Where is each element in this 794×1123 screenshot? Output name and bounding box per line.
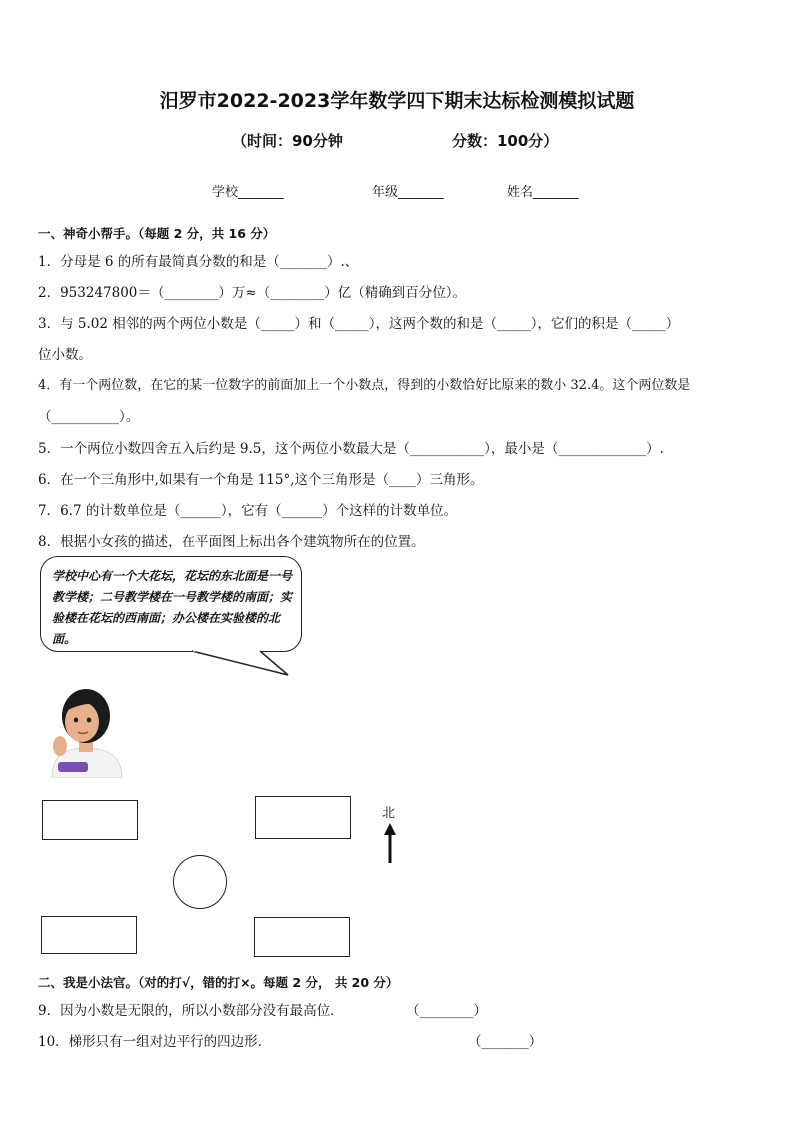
- section-one-heading: 一、神奇小帮手。（每题 2 分，共 16 分）: [38, 226, 276, 241]
- north-label: 北: [382, 806, 396, 821]
- section-two-heading: 二、我是小法官。（对的打√，错的打×。每题 2 分， 共 20 分）: [38, 975, 399, 990]
- girl-illustration: [46, 686, 126, 778]
- question-7: 7．6.7 的计数单位是（______），它有（______）个这样的计数单位。: [38, 503, 458, 519]
- name-field: 姓名_______: [507, 185, 579, 200]
- building-box-bottom-left: [41, 916, 137, 954]
- speech-bubble-tail: [180, 648, 295, 678]
- building-box-top-right: [255, 796, 351, 839]
- question-10-answer-blank: （_______）: [468, 1034, 543, 1050]
- question-10: 10．梯形只有一组对边平行的四边形．: [38, 1034, 272, 1050]
- question-3-cont: 位小数。: [38, 347, 92, 363]
- grade-field: 年级_______: [372, 185, 444, 200]
- question-3: 3．与 5.02 相邻的两个两位小数是（_____）和（_____），这两个数的和是（_____），它们的积是（_____）: [38, 316, 680, 332]
- question-4: 4．有一个两位数，在它的某一位数字的前面加上一个小数点，得到的小数恰好比原来的数小 32.4。这个两位数是: [38, 378, 691, 393]
- question-5: 5．一个两位小数四舍五入后约是 9.5，这个两位小数最大是（___________），最小是（_____________）.: [38, 441, 664, 457]
- page-title: 汨罗市2022-2023学年数学四下期末达标检测模拟试题: [159, 90, 635, 112]
- question-4-cont: （__________）。: [38, 409, 140, 425]
- north-arrow-icon: [380, 822, 400, 864]
- building-box-top-left: [42, 800, 138, 840]
- school-field: 学校_______: [212, 185, 284, 200]
- bubble-text: 学校中心有一个大花坛，花坛的东北面是一号教学楼；二号教学楼在一号教学楼的南面；实验楼在花坛的西南面；办公楼在实验楼的北面。: [52, 569, 293, 646]
- question-9-answer-blank: （________）: [406, 1003, 487, 1019]
- building-box-bottom-right: [254, 917, 350, 957]
- exam-time: （时间：90分钟: [232, 132, 343, 150]
- question-8: 8．根据小女孩的描述，在平面图上标出各个建筑物所在的位置。: [38, 534, 425, 550]
- question-9: 9．因为小数是无限的，所以小数部分没有最高位．: [38, 1003, 344, 1019]
- flower-bed-circle: [173, 855, 227, 909]
- question-2: 2．953247800＝（________）万≈（________）亿（精确到百分位）。: [38, 285, 466, 301]
- exam-score: 分数：100分）: [452, 132, 559, 150]
- question-1: 1．分母是 6 的所有最简真分数的和是（_______）.、: [38, 254, 359, 270]
- question-6: 6．在一个三角形中,如果有一个角是 115°,这个三角形是（____）三角形。: [38, 472, 484, 488]
